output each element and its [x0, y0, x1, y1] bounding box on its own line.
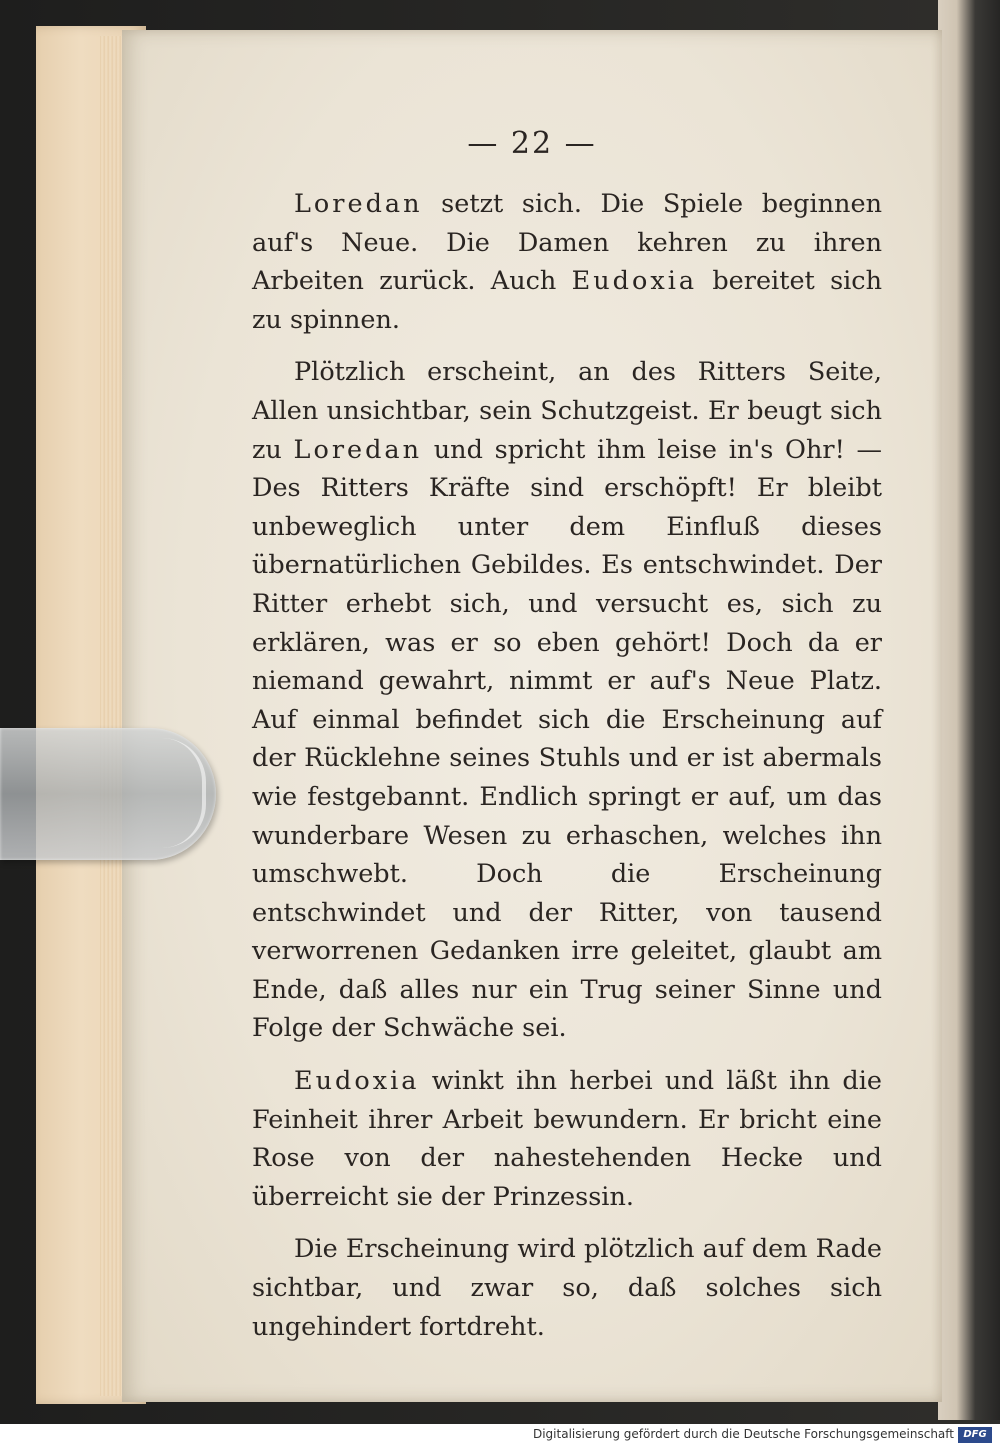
text-run: Plötzlich erscheint, an des Ritters Seite, Allen unsichtbar, sein Schutzgeist. Er beugt sich zu	[252, 357, 882, 465]
page-number: — 22 —	[467, 126, 597, 161]
character-name: Loredan	[293, 434, 423, 465]
character-name: Eudoxia	[294, 1066, 420, 1097]
page-text	[252, 185, 882, 1360]
page-clip-bookmark	[0, 728, 216, 860]
text-run: winkt ihn herbei und läßt ihn die Feinheit ihrer Arbeit bewundern. Er bricht eine Rose von der nahestehenden Hecke und überreicht sie der Prinzessin.	[252, 1066, 882, 1212]
dfg-logo-icon: DFG	[958, 1427, 992, 1443]
paragraph	[252, 1230, 882, 1346]
digitization-footer	[0, 1424, 1000, 1447]
text-run: setzt sich. Die Spiele beginnen auf's Neue. Die Damen kehren zu ihren Arbeiten zurück. Auch	[252, 189, 882, 297]
paragraph	[252, 185, 882, 339]
paragraph	[252, 1062, 882, 1216]
character-name: Eudoxia	[571, 266, 698, 297]
book-cover-edge	[938, 0, 1000, 1420]
text-run: Die Erscheinung wird plötzlich auf dem Rade sichtbar, und zwar so, daß solches sich ungehindert fortdreht.	[252, 1234, 882, 1342]
book-page	[122, 30, 942, 1402]
character-name: Loredan	[294, 189, 423, 219]
text-run: und spricht ihm leise in's Ohr! — Des Ritters Kräfte sind erschöpft! Er bleibt unbeweglich unter dem Einfluß dieses übernatürlichen Gebildes. Es entschwindet. Der Ritter erhebt sich, und versucht es, sich zu erklären, was er so eben gehört! Doch da er niemand gewahrt, nimmt er auf's Neue Platz. Auf einmal befindet sich die Erscheinung auf der Rücklehne seines Stuhls und er ist abermals wie festgebannt. Endlich springt er auf, um das wunderbare Wesen zu erhaschen, welches ihn umschwebt. Doch die Erscheinung entschwindet und der Ritter, von tausend verworrenen Gedanken irre geleitet, glaubt am Ende, daß alles nur ein Trug seiner Sinne und Folge der Schwäche sei.	[252, 434, 882, 1044]
funding-credit: Digitalisierung gefördert durch die Deutsche Forschungsgemeinschaft	[532, 1427, 954, 1441]
text-run: bereitet sich zu spinnen.	[252, 266, 883, 335]
paragraph	[252, 353, 882, 1048]
